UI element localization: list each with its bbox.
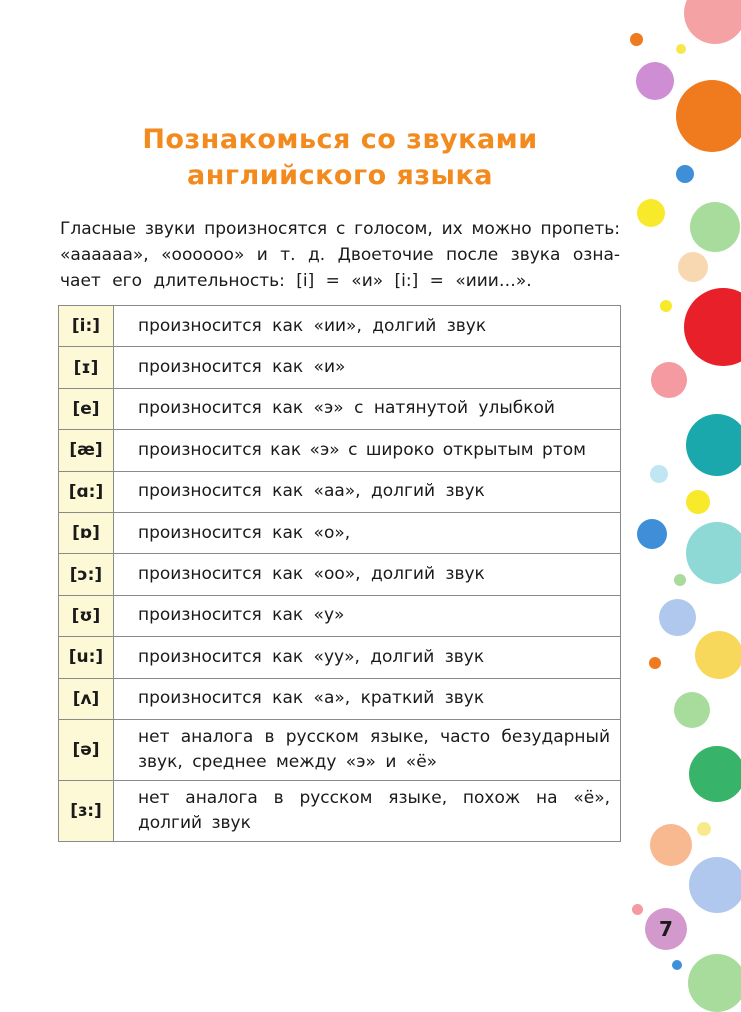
sound-description: произносится как «уу», долгий звук xyxy=(114,637,621,678)
decor-dot xyxy=(674,574,686,586)
table-row xyxy=(59,512,621,553)
decor-dot xyxy=(637,519,667,549)
decor-dot xyxy=(686,522,741,584)
decor-dot xyxy=(672,960,682,970)
decor-dot xyxy=(689,746,741,802)
table-row xyxy=(59,388,621,429)
decor-dot xyxy=(650,824,692,866)
sound-symbol: [ʊ] xyxy=(59,595,114,636)
sound-symbol: [ə] xyxy=(59,719,114,780)
sound-symbol: [ɔ:] xyxy=(59,554,114,595)
decor-dot xyxy=(676,44,686,54)
decor-dot xyxy=(651,362,687,398)
sound-symbol: [ɒ] xyxy=(59,512,114,553)
table-row xyxy=(59,471,621,512)
decor-dot xyxy=(649,657,661,669)
intro-line-3: чает его длительность: [i] = «и» [i:] = «иии…». xyxy=(60,271,532,291)
table-row xyxy=(59,780,621,841)
sound-description: произносится как «у» xyxy=(114,595,621,636)
table-row xyxy=(59,554,621,595)
sound-description: произносится как «а», краткий звук xyxy=(114,678,621,719)
sound-symbol: [u:] xyxy=(59,637,114,678)
page-title-line-1: Познакомься со звуками xyxy=(142,124,538,155)
table-row xyxy=(59,637,621,678)
sound-symbol: [ɑ:] xyxy=(59,471,114,512)
sound-symbol: [ɪ] xyxy=(59,347,114,388)
sound-symbol: [e] xyxy=(59,388,114,429)
decor-dot xyxy=(695,631,741,679)
sound-description: произносится как «аа», долгий звук xyxy=(114,471,621,512)
table-row xyxy=(59,595,621,636)
decor-dot xyxy=(676,165,694,183)
sound-description: произносится как «оо», долгий звук xyxy=(114,554,621,595)
sound-symbol: [ɜ:] xyxy=(59,780,114,841)
decor-dot xyxy=(636,62,674,100)
sound-description: произносится как «э» с натянутой улыбкой xyxy=(114,388,621,429)
decor-dot xyxy=(632,904,643,915)
page-title-line-2: английского языка xyxy=(186,160,493,191)
decor-dot xyxy=(686,414,741,476)
table-row xyxy=(59,719,621,780)
decor-dot xyxy=(678,252,708,282)
decor-dot xyxy=(689,857,741,913)
table-row xyxy=(59,347,621,388)
decor-dot xyxy=(684,0,741,44)
page-title xyxy=(60,122,620,194)
sound-description: произносится как «ии», долгий звук xyxy=(114,306,621,347)
page-number: 7 xyxy=(645,908,687,950)
intro-line-2: «аааааа», «оооооо» и т. д. Двоеточие после звука озна- xyxy=(60,245,620,265)
sound-symbol: [i:] xyxy=(59,306,114,347)
decor-dot xyxy=(686,490,710,514)
intro-paragraph xyxy=(60,216,620,294)
decor-dot xyxy=(697,822,711,836)
decor-dot xyxy=(630,33,643,46)
decor-dot xyxy=(660,300,672,312)
sound-symbol: [æ] xyxy=(59,430,114,471)
decor-dot xyxy=(690,202,740,252)
decor-dot xyxy=(688,954,741,1012)
vowel-sounds-table xyxy=(58,305,621,842)
decor-dot xyxy=(650,465,668,483)
sound-description: нет аналога в русском языке, похож на «ё», долгий звук xyxy=(114,780,621,841)
decor-dot xyxy=(637,199,665,227)
intro-line-1: Гласные звуки произносятся с голосом, их можно пропеть: xyxy=(60,219,620,239)
decor-dot xyxy=(676,80,741,152)
sound-description: нет аналога в русском языке, часто безударный звук, среднее между «э» и «ё» xyxy=(114,719,621,780)
sound-description: произносится как «э» с широко открытым ртом xyxy=(114,430,621,471)
table-row xyxy=(59,430,621,471)
decor-dot xyxy=(674,692,710,728)
sound-symbol: [ʌ] xyxy=(59,678,114,719)
decor-dot xyxy=(659,599,696,636)
sound-description: произносится как «и» xyxy=(114,347,621,388)
table-row xyxy=(59,678,621,719)
table-row xyxy=(59,306,621,347)
sound-description: произносится как «о», xyxy=(114,512,621,553)
decor-dot xyxy=(684,288,741,366)
